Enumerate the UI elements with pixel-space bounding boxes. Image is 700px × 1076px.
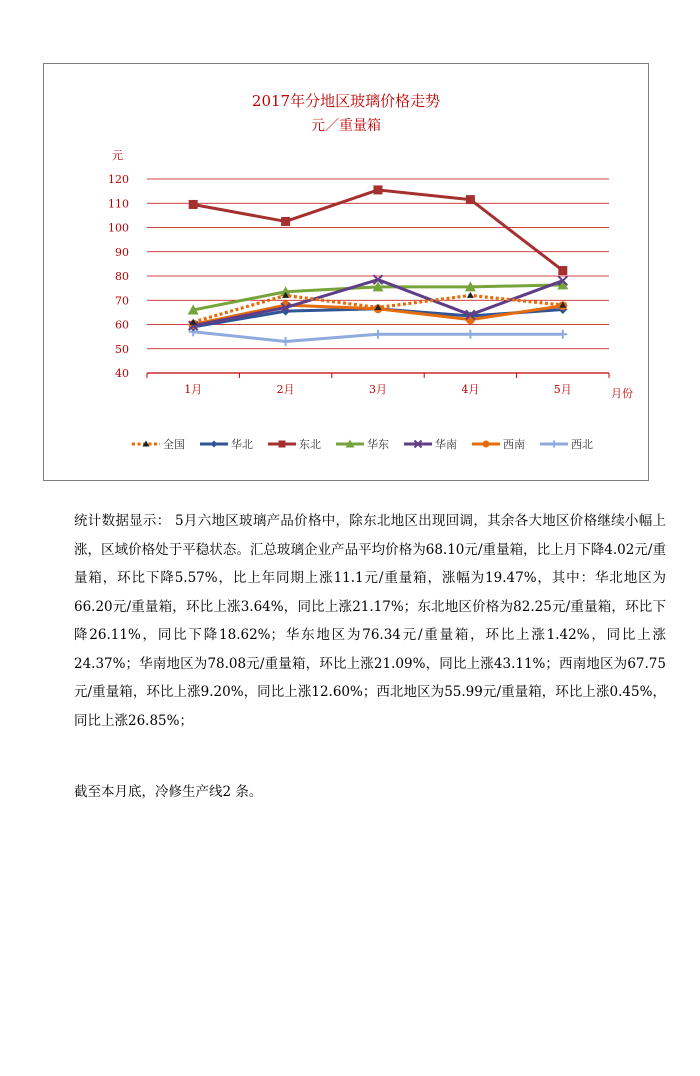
y-tick-label: 40 (115, 367, 129, 380)
y-tick-label: 100 (108, 221, 129, 235)
y-axis-label: 元 (112, 149, 123, 162)
x-tick-label: 1月 (184, 383, 203, 396)
series-西北 (189, 327, 568, 346)
legend-label: 东北 (299, 438, 321, 451)
legend-label: 全国 (163, 438, 185, 451)
data-point (467, 292, 474, 298)
data-point (279, 441, 286, 448)
series-全国 (190, 292, 567, 325)
legend-item (132, 437, 185, 451)
y-tick-labels (108, 173, 129, 380)
series-lines (188, 185, 569, 346)
chart-title: 2017年分地区玻璃价格走势 (251, 92, 441, 110)
legend-item (404, 437, 457, 451)
legend-item (200, 437, 253, 451)
series-东北 (189, 185, 568, 275)
x-tick-label: 5月 (553, 383, 572, 396)
line-chart (44, 64, 648, 480)
y-tick-label: 90 (115, 245, 129, 259)
data-point (281, 217, 290, 226)
legend-item (336, 437, 389, 451)
y-tick-label: 70 (115, 294, 129, 308)
legend-label: 华南 (435, 438, 457, 451)
y-tick-label: 50 (115, 342, 129, 356)
chart-subtitle: 元／重量箱 (311, 118, 381, 134)
data-point (211, 441, 218, 448)
data-point (466, 315, 475, 324)
data-point (374, 330, 383, 339)
legend-label: 华北 (231, 438, 253, 451)
x-tick-label: 3月 (369, 383, 387, 396)
legend-item (268, 438, 321, 451)
summary-text (74, 507, 666, 735)
series-line (193, 190, 563, 271)
y-tick-label: 110 (108, 197, 129, 211)
data-point (466, 330, 475, 339)
y-tick-label: 120 (108, 173, 129, 186)
legend-label: 西北 (571, 438, 593, 451)
legend-item (472, 438, 525, 451)
y-tick-label: 80 (115, 270, 129, 283)
data-point (189, 200, 198, 209)
data-point (551, 441, 558, 448)
data-point (466, 195, 475, 204)
data-point (558, 266, 567, 275)
data-point (558, 330, 567, 339)
y-tick-label: 60 (115, 318, 129, 332)
legend-label: 华东 (367, 438, 389, 451)
chart-frame (43, 63, 649, 481)
x-axis-label: 月份 (611, 387, 633, 400)
data-point (281, 337, 290, 346)
summary-paragraph: 统计数据显示： 5月六地区玻璃产品价格中，除东北地区出现回调，其余各大地区价格继续小幅上涨，区域价格处于平稳状态。汇总玻璃企业产品平均价格为68.10元/重量箱，比上月下降4.02元/重量箱，环比下降5.57%，比上年同期上涨11.1元/重量箱，涨幅为19.47%，其中：华北地区为66.20元/重量箱，环比上涨3.64%，同比上涨21.17%；东北地区价格为82.25元/重量箱，环比下降26.11%，同比下降18.62%；华东地区为76.34元/重量箱，环比上涨1.42%，同比上涨24.37%；华南地区为78.08元/重量箱，环比上涨21.09%，同比上涨43.11%；西南地区为67.75元/重量箱，环比上涨9.20%，同比上涨12.60%；西北地区为55.99元/重量箱，环比上涨0.45%，同比上涨26.85%； (74, 513, 666, 729)
legend (132, 437, 593, 451)
data-point (483, 441, 490, 448)
closing-text: 截至本月底，冷修生产线2 条。 (74, 784, 263, 800)
x-tick-label: 2月 (276, 383, 295, 396)
legend-label: 西南 (503, 438, 525, 451)
legend-item (540, 438, 593, 451)
x-tick-labels (184, 383, 572, 396)
data-point (374, 185, 383, 194)
x-tick-label: 4月 (461, 383, 480, 396)
